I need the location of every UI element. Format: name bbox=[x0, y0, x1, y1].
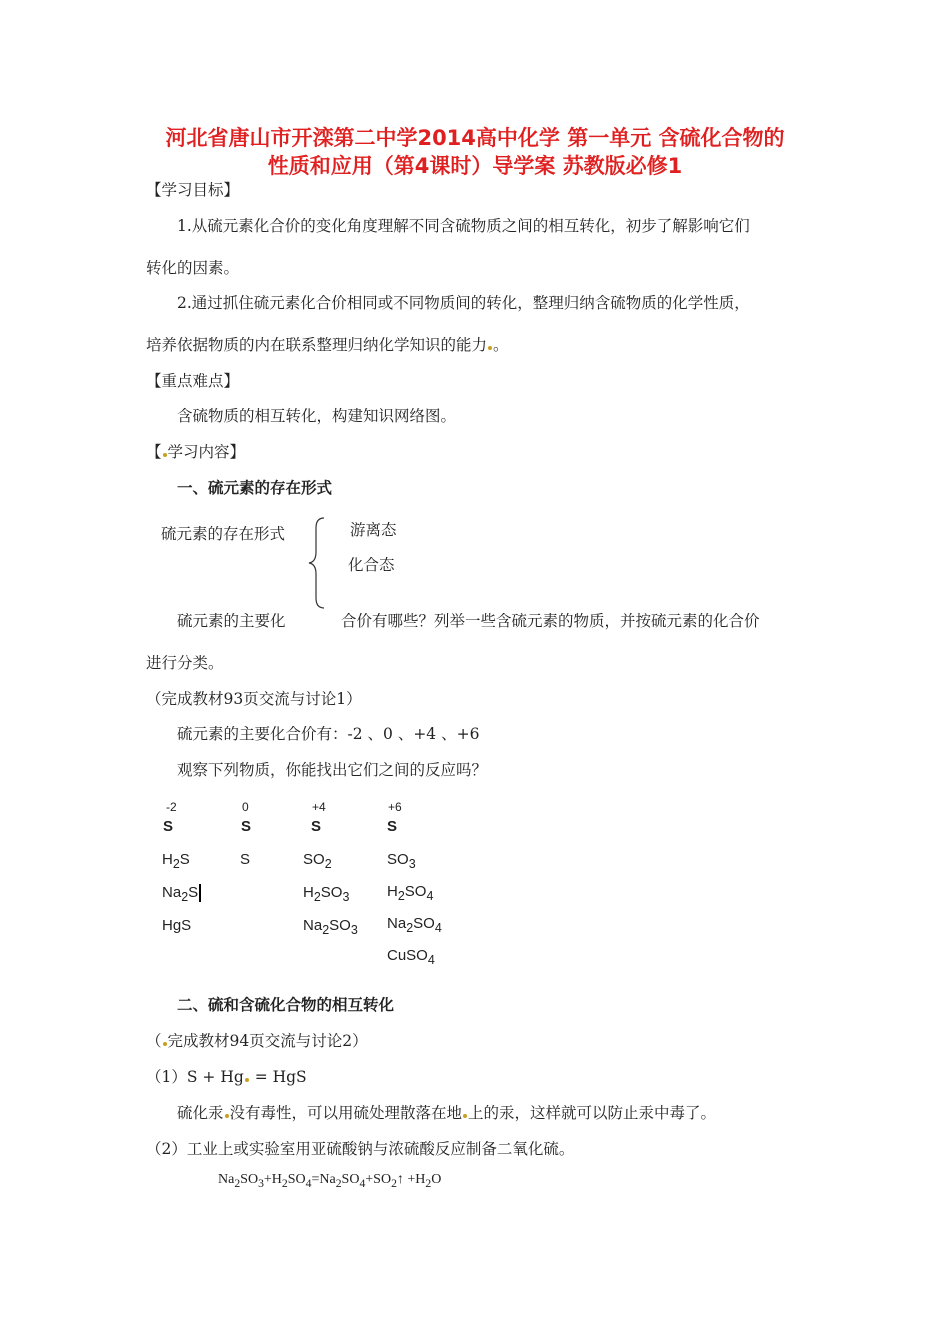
compound-cuso4: CuSO$_4$ bbox=[387, 947, 435, 967]
curly-brace-icon bbox=[306, 516, 328, 610]
observe-question: 观察下列物质，你能找出它们之间的反应吗？ bbox=[177, 761, 488, 779]
objective-1-line-b: 转化的因素。 bbox=[146, 259, 240, 277]
text-cursor-icon bbox=[199, 884, 201, 902]
compound-so2: $SO_2$ bbox=[303, 851, 332, 871]
compound-na2s: $Na_2S$ bbox=[162, 884, 201, 904]
reaction-2-equation: $Na_2SO_3+H_2SO_4=Na_2SO_4+SO_2↑ +H_2O$ bbox=[218, 1172, 442, 1190]
reaction-2: （2）工业上或实验室用亚硫酸钠与浓硫酸反应制备二氧化硫。 bbox=[146, 1140, 575, 1158]
sulfur-symbol-m2: S bbox=[163, 818, 174, 835]
marker-dot-icon bbox=[163, 1042, 167, 1046]
textbook-ref-2: （ 完成教材94页交流与讨论2） bbox=[146, 1032, 368, 1050]
content-heading: 【 学习内容】 bbox=[146, 443, 246, 461]
key-points-text: 含硫物质的相互转化，构建知识网络图。 bbox=[177, 407, 457, 425]
form-combined-state: 化合态 bbox=[348, 556, 395, 574]
forms-label: 硫元素的存在形式 bbox=[161, 525, 286, 543]
marker-dot-icon bbox=[488, 346, 492, 350]
marker-dot-icon bbox=[463, 1114, 467, 1118]
reaction-1-note: 硫化汞 没有毒性，可以用硫处理散落在地 上的汞，这样就可以防止汞中毒了。 bbox=[177, 1104, 717, 1122]
valences-text: 硫元素的主要化合价有：-2 、0 、+4 、+6 bbox=[177, 725, 480, 743]
key-points-heading: 【重点难点】 bbox=[146, 372, 240, 390]
marker-dot-icon bbox=[245, 1078, 249, 1082]
question-part-c: 进行分类。 bbox=[146, 654, 224, 672]
marker-dot-icon bbox=[163, 453, 167, 457]
gas-up-arrow-icon: ↑ bbox=[396, 1172, 404, 1187]
question-part-b: 合价有哪些？列举一些含硫元素的物质，并按硫元素的化合价 bbox=[341, 612, 760, 630]
textbook-ref-1: （完成教材93页交流与讨论1） bbox=[146, 690, 362, 708]
compound-s: S bbox=[240, 851, 251, 868]
section-2-heading: 二、硫和含硫化合物的相互转化 bbox=[177, 996, 395, 1014]
objective-2-line-a: 2.通过抓住硫元素化合价相同或不同物质间的转化，整理归纳含硫物质的化学性质， bbox=[177, 294, 750, 312]
section-1-heading: 一、硫元素的存在形式 bbox=[177, 479, 333, 497]
compound-h2s: $H_2S$ bbox=[162, 851, 190, 871]
doc-title-line-1: 河北省唐山市开滦第二中学2014高中化学 第一单元 含硫化合物的 bbox=[165, 126, 785, 150]
valence-header-p4: +4 bbox=[312, 800, 326, 814]
marker-dot-icon bbox=[225, 1114, 229, 1118]
doc-title-line-2: 性质和应用（第4课时）导学案 苏教版必修1 bbox=[267, 154, 683, 178]
sulfur-symbol-p4: S bbox=[311, 818, 322, 835]
compound-na2so4: $Na_2SO_4$ bbox=[387, 915, 442, 935]
compound-so3: $SO_3$ bbox=[387, 851, 416, 871]
valence-header-m2: -2 bbox=[166, 800, 177, 814]
objective-1-line-a: 1.从硫元素化合价的变化角度理解不同含硫物质之间的相互转化，初步了解影响它们 bbox=[177, 217, 750, 235]
sulfur-symbol-p6: S bbox=[387, 818, 398, 835]
reaction-1: （1）S + Hg = HgS bbox=[146, 1068, 307, 1086]
valence-header-0: 0 bbox=[242, 800, 249, 814]
sulfur-symbol-0: S bbox=[241, 818, 252, 835]
compound-h2so3: $H_2SO_3$ bbox=[303, 884, 350, 904]
valence-header-p6: +6 bbox=[388, 800, 402, 814]
compound-na2so3: $Na_2SO_3$ bbox=[303, 917, 358, 937]
compound-h2so4: $H_2SO_4$ bbox=[387, 883, 434, 903]
objective-2-line-b: 培养依据物质的内在联系整理归纳化学知识的能力 。 bbox=[146, 336, 509, 354]
compound-hgs: HgS bbox=[162, 917, 192, 934]
objectives-heading: 【学习目标】 bbox=[146, 181, 240, 199]
form-free-state: 游离态 bbox=[350, 521, 397, 539]
question-part-a: 硫元素的主要化 bbox=[177, 612, 286, 630]
